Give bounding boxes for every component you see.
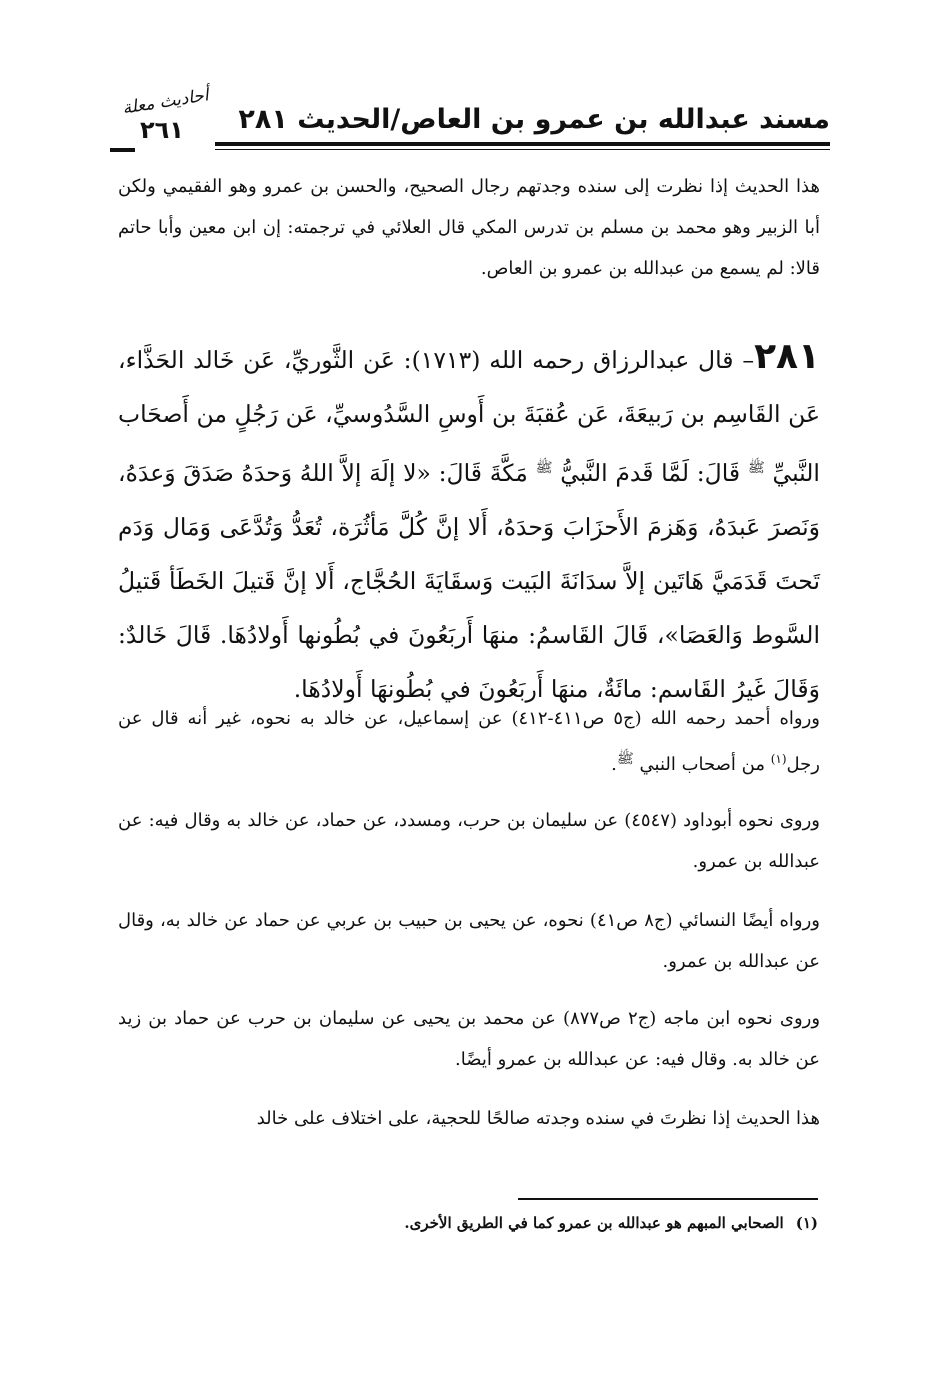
paragraph-text: هذا الحديث إذا نظرت إلى سنده وجدتهم رجال الصحيح، والحسن بن عمرو وهو الفقيمي ولكن أبا الزبير وهو محمد بن مسلم بن تدرس المكي قال العلائي في ترجمته: إن ابن معين وأبا حاتم قالا: لم يسمع من عبدالله بن عمرو بن العاص. bbox=[118, 176, 820, 279]
hadith-text-c: مَكَّةَ قَالَ: «لا إلَهَ إلاَّ اللهُ وَحدَهُ صَدَقَ وَعدَهُ، وَنَصرَ عَبدَهُ، وَهَزمَ الأَحزَابَ وَحدَهُ، أَلا إنَّ كُلَّ مَأثُرَة، تُعَدُّ وَتُدَّعَى وَمَال وَدَم تَحتَ قَدَمَيَّ هَاتَين إلاَّ سدَانَةَ البَيت وَسقَايَةَ الحُجَّاج، أَلا إنَّ قَتيلَ الخَطَأ قَتيلُ السَّوط وَالعَصَا»، قَالَ القَاسمُ: منهَا أَربَعُونَ في بُطُونها أَولادُهَا. قَالَ خَالدٌ: وَقَالَ غَيرُ القَاسم: مائَةٌ، منهَا أَربَعُونَ في بُطُونهَا أَولادُهَا. bbox=[118, 458, 820, 703]
header-rule bbox=[215, 142, 830, 146]
running-title: مسند عبدالله بن عمرو بن العاص/الحديث ٢٨١ bbox=[238, 104, 830, 135]
hadith-text-b: قَالَ: لَمَّا قَدمَ النَّبيُّ bbox=[560, 458, 741, 487]
paragraph-text: وروى نحوه أبوداود (٤٥٤٧) عن سليمان بن حرب، ومسدد، عن حماد، عن خالد به وقال فيه: عن عبدالله بن عمرو. bbox=[118, 810, 820, 872]
hadith-text-a: – قال عبدالرزاق رحمه الله (١٧١٣): عَن الثَّوريِّ، عَن خَالد الحَذَّاء، عَن القَاسِم بن رَبيعَةَ، عَن عُقبَةَ بن أَوسِ السَّدُوسيِّ، عَن رَجُلٍ من أَصحَاب النَّبيِّ bbox=[118, 346, 820, 487]
hadith-number: ٢٨١ bbox=[754, 336, 820, 377]
paragraph-text: ورواه أحمد رحمه الله (ج٥ ص٤١١-٤١٢) عن إسماعيل، عن خالد به نحوه، غير أنه قال عن رجل$^{(١)}$ من أصحاب النبي $^ﷺ$. bbox=[118, 708, 820, 775]
paragraph-text: ورواه أيضًا النسائي (ج٨ ص٤١) نحوه، عن يحيى بن حبيب بن عربي عن حماد عن خالد به، وقال عن عبدالله بن عمرو. bbox=[118, 910, 820, 972]
page-number: ٢٦١ bbox=[140, 116, 184, 144]
footnote-separator bbox=[518, 1198, 818, 1200]
paragraph-text-a: ورواه أحمد رحمه الله (ج٥ ص٤١١-٤١٢) عن إسماعيل، عن خالد به نحوه، غير أنه قال عن رجل bbox=[118, 708, 820, 775]
footnote bbox=[404, 1214, 818, 1232]
paragraph-text: هذا الحديث إذا نظرتَ في سنده وجدته صالحًا للحجية، على اختلاف على خالد bbox=[256, 1108, 820, 1129]
abudawud-paragraph bbox=[118, 800, 820, 882]
paragraph-text: وروى نحوه ابن ماجه (ج٢ ص٨٧٧) عن محمد بن يحيى عن سليمان بن حرب عن حماد بن زيد عن خالد به. وقال فيه: عن عبدالله بن عمرو أيضًا. bbox=[118, 1008, 821, 1070]
footnote-text: الصحابي المبهم هو عبدالله بن عمرو كما في الطريق الأخرى. bbox=[404, 1214, 784, 1232]
nasai-paragraph bbox=[118, 900, 820, 982]
salutation-mark: ﷺ bbox=[535, 460, 553, 476]
footnote-number: (١) bbox=[795, 1214, 818, 1232]
footnote-marker: (١) bbox=[770, 752, 787, 766]
salutation-mark: ﷺ bbox=[747, 460, 765, 476]
hadith-text bbox=[118, 330, 820, 716]
header-rule-thin bbox=[215, 149, 830, 150]
conclusion-paragraph bbox=[118, 1098, 820, 1139]
page-header bbox=[100, 85, 830, 162]
handwritten-margin-note: أحاديث معلة bbox=[120, 85, 210, 119]
ibnmajah-paragraph bbox=[118, 998, 820, 1080]
ahmad-paragraph bbox=[118, 698, 820, 785]
hadith-paragraph bbox=[118, 330, 820, 716]
intro-paragraph bbox=[118, 166, 820, 289]
page-number-rule bbox=[110, 148, 135, 152]
salutation-mark: ﷺ bbox=[616, 751, 634, 767]
paragraph-text-b: من أصحاب النبي bbox=[639, 754, 771, 775]
